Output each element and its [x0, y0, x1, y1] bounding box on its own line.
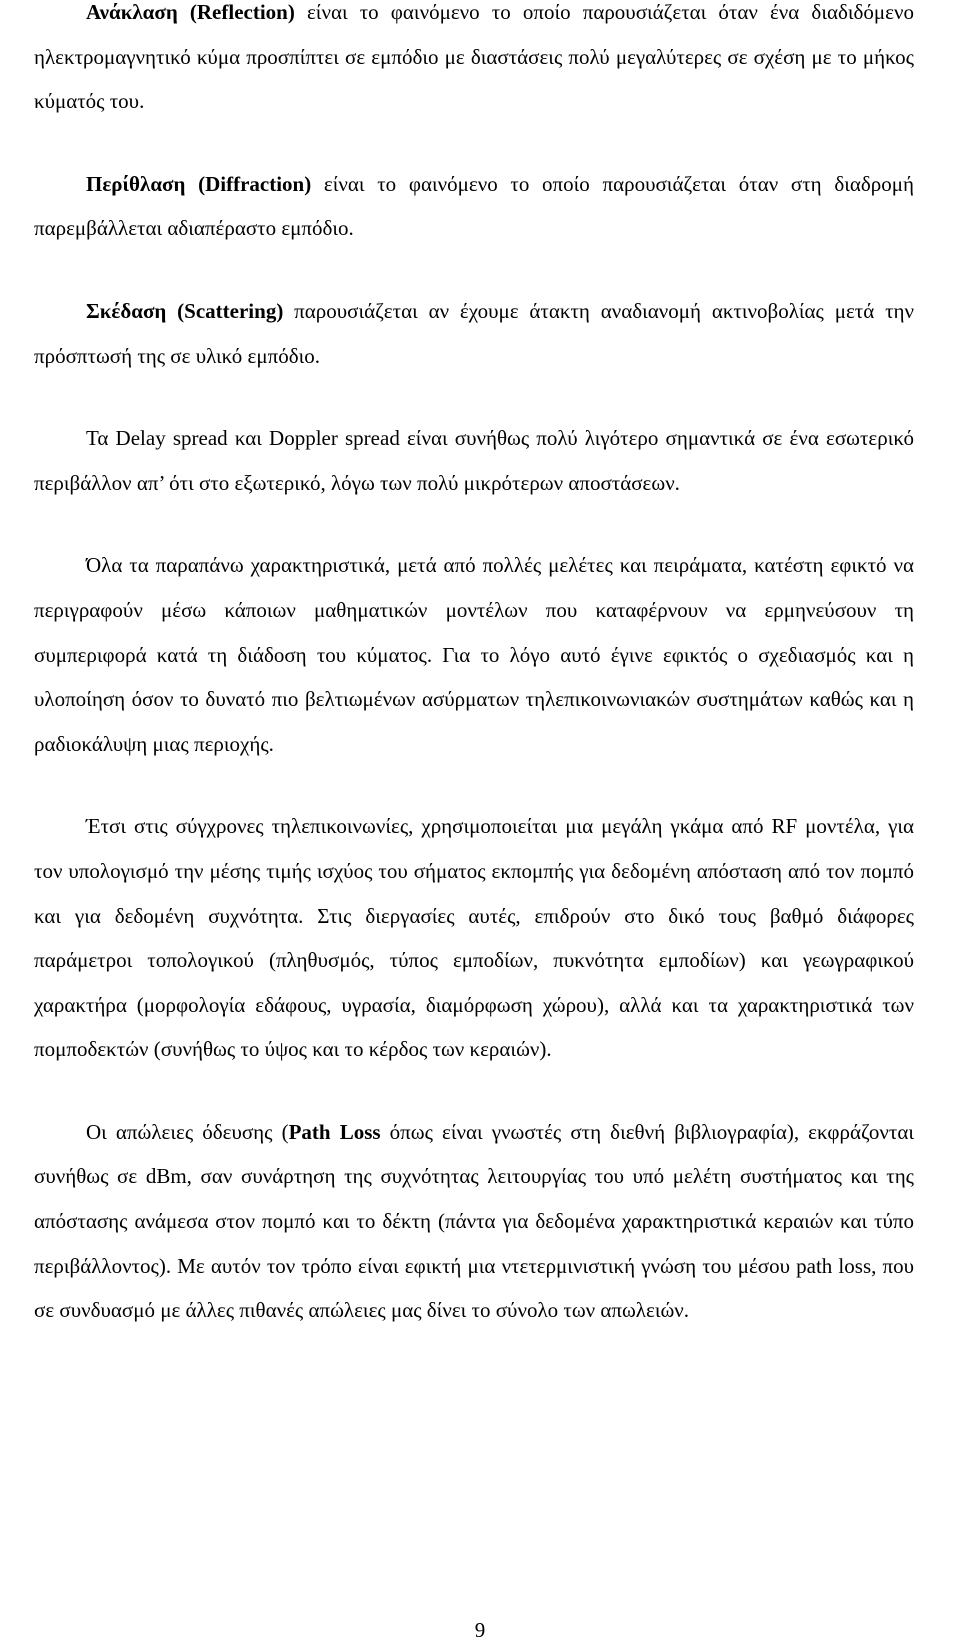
paragraph-path-loss-text-after: όπως είναι γνωστές στη διεθνή βιβλιογραφία), εκφράζονται συνήθως σε dBm, σαν συνάρτηση της συχνότητας λειτουργίας του υπό μελέτη συστήματος και της απόστασης ανάμεσα στον πομπό και το δέκτη (πάντα για δεδομένα χαρακτηριστικά κεραιών και τύπο περιβάλλοντος). Με αυτόν τον τρόπο είναι εφικτή μια ντετερμινιστική γνώση του μέσου path loss, που σε συνδυασμό με άλλες πιθανές απώλειες μας δίνει το σύνολο των απωλειών.: [34, 1119, 914, 1323]
paragraph-diffraction: [34, 162, 914, 251]
paragraph-delay-spread: Τα Delay spread και Doppler spread είναι συνήθως πολύ λιγότερο σημαντικά σε ένα εσωτερικό περιβάλλον απ’ ότι στο εξωτερικό, λόγω των πολύ μικρότερων αποστάσεων.: [34, 426, 914, 495]
term-path-loss: Path Loss: [288, 1119, 381, 1144]
paragraph-rf-models: Έτσι στις σύγχρονες τηλεπικοινωνίες, χρησιμοποιείται μια μεγάλη γκάμα από RF μοντέλα, για τον υπολογισμό την μέσης τιμής ισχύος του σήματος εκπομπής για δεδομένη απόσταση από τον πομπό και για δεδομένη συχνότητα. Στις διεργασίες αυτές, επιδρούν στο δικό τους βαθμό διάφορες παράμετροι τοπολογικού (πληθυσμός, τύπος εμποδίων, πυκνότητα εμποδίων) και γεωγραφικού χαρακτήρα (μορφολογία εδάφους, υγρασία, διαμόρφωση χώρου), αλλά και τα χαρακτηριστικά των πομποδεκτών (συνήθως το ύψος και το κέρδος των κεραιών).: [34, 814, 914, 1062]
paragraph-reflection: [34, 0, 914, 124]
paragraph-reflection-text: είναι το φαινόμενο το οποίο παρουσιάζεται όταν ένα διαδιδόμενο ηλεκτρομαγνητικό κύμα προσπίπτει σε εμπόδιο με διαστάσεις πολύ μεγαλύτερες σε σχέση με το μήκος κύματός του.: [34, 0, 914, 114]
document-page: [34, 0, 914, 1333]
term-reflection: Ανάκλαση (Reflection): [86, 0, 295, 24]
paragraph-scattering: [34, 289, 914, 378]
paragraph-models: Όλα τα παραπάνω χαρακτηριστικά, μετά από πολλές μελέτες και πειράματα, κατέστη εφικτό να περιγραφούν μέσω κάποιων μαθηματικών μοντέλων που καταφέρνουν να ερμηνεύσουν τη συμπεριφορά κατά τη διάδοση του κύματος. Για το λόγο αυτό έγινε εφικτός ο σχεδιασμός και η υλοποίηση όσον το δυνατό πιο βελτιωμένων ασύρματων τηλεπικοινωνιακών συστημάτων καθώς και η ραδιοκάλυψη μιας περιοχής.: [34, 553, 914, 756]
paragraph-path-loss-text-before: Οι απώλειες όδευσης (: [86, 1119, 289, 1144]
paragraph-path-loss: [34, 1110, 914, 1333]
term-diffraction: Περίθλαση (Diffraction): [86, 171, 312, 196]
paragraph-diffraction-text: είναι το φαινόμενο το οποίο παρουσιάζεται όταν στη διαδρομή παρεμβάλλεται αδιαπέραστο εμπόδιο.: [34, 171, 914, 241]
page-number: 9: [474, 1618, 486, 1642]
paragraph-scattering-text: παρουσιάζεται αν έχουμε άτακτη αναδιανομή ακτινοβολίας μετά την πρόσπτωσή της σε υλικό εμπόδιο.: [34, 298, 914, 368]
term-scattering: Σκέδαση (Scattering): [86, 298, 284, 323]
